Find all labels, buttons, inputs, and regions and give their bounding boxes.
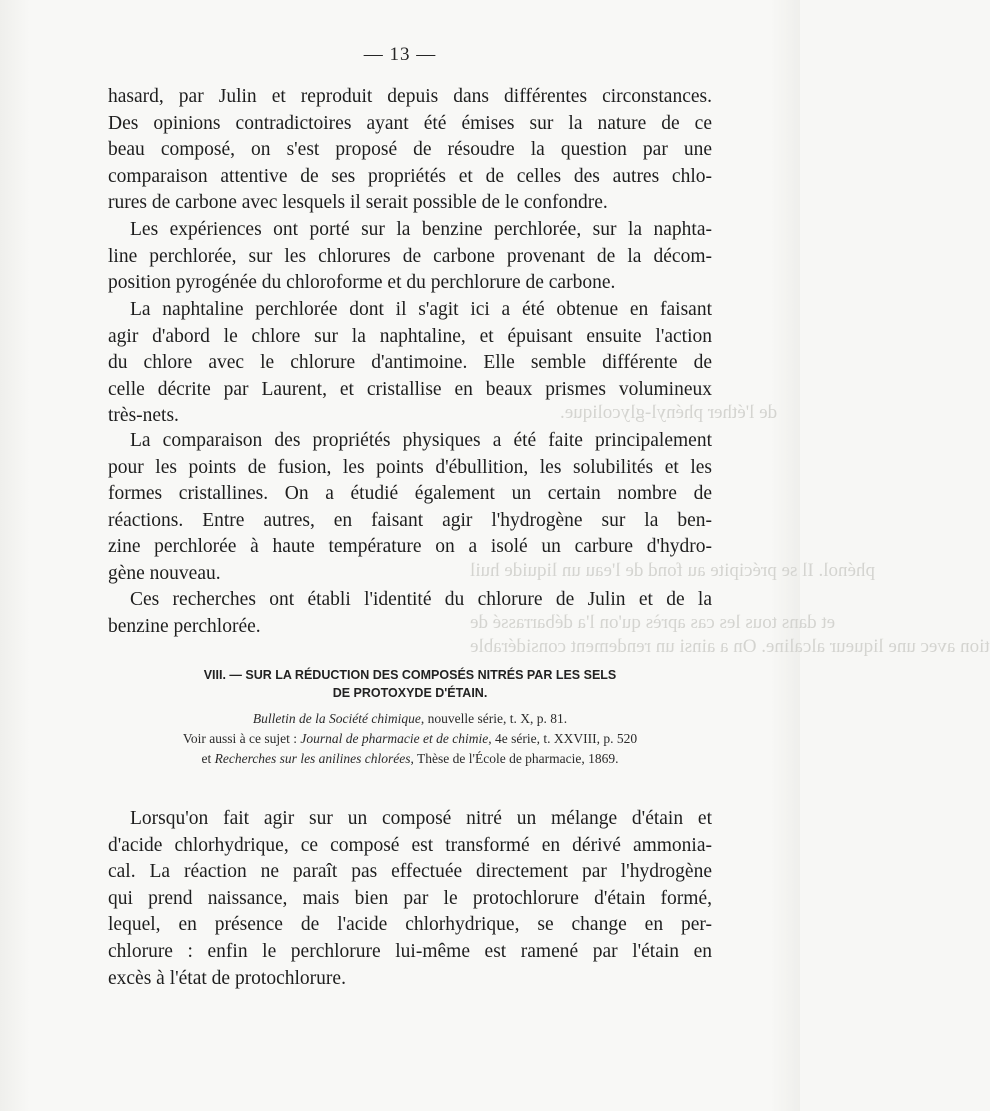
text-line: réactions. Entre autres, en faisant agir l'hydrogène sur la ben- <box>108 509 712 531</box>
paragraph-comparaison <box>108 428 712 588</box>
thesis-details: , Thèse de l'École de pharmacie, 1869. <box>410 751 619 766</box>
text-line: lequel, en présence de l'acide chlorhydrique, se change en per- <box>108 914 712 936</box>
text-line: Lorsqu'on fait agir sur un composé nitré un mélange d'étain et <box>130 808 712 829</box>
text-line: La comparaison des propriétés physiques a été faite principalement <box>130 430 712 451</box>
paragraph-reduction <box>108 806 712 992</box>
text-line: rures de carbone avec lesquels il serait possible de le confondre. <box>108 192 608 214</box>
citation-thesis <box>108 749 712 769</box>
paragraph-continuation <box>108 84 712 217</box>
text-line: hasard, par Julin et reproduit depuis dans différentes circonstances. <box>108 86 712 107</box>
text-line: gène nouveau. <box>108 562 221 584</box>
citation-block <box>108 709 712 769</box>
text-line: très-nets. <box>108 405 179 427</box>
text-line: position pyrogénée du chloroforme et du perchlorure de carbone. <box>108 272 616 294</box>
see-also-prefix: Voir aussi à ce sujet : <box>182 731 301 746</box>
text-line: Des opinions contradictoires ayant été émises sur la nature de ce <box>108 112 712 134</box>
paragraph-naphtaline <box>108 297 712 430</box>
thesis-prefix: et <box>201 751 215 766</box>
text-line: qui prend naissance, mais bien par le protochlorure d'étain formé, <box>108 887 712 909</box>
show-through-text: et dans tous les cas après qu'on l'a débarrassé de <box>470 612 836 633</box>
text-line: Ces recherches ont établi l'identité du chlorure de Julin et de la <box>130 589 712 610</box>
citation-bulletin <box>108 709 712 729</box>
citation-see-also <box>108 729 712 749</box>
see-also-journal: Journal de pharmacie et de chimie <box>300 731 489 746</box>
section-heading-line: VIII. — SUR LA RÉDUCTION DES COMPOSÉS NITRÉS PAR LES SELS <box>203 668 617 682</box>
text-line: line perchlorée, sur les chlorures de carbone provenant de la décom- <box>108 245 712 267</box>
show-through-text: de l'éther phényl-glycolique. <box>560 402 778 423</box>
text-line: pour les points de fusion, les points d'ébullition, les solubilités et les <box>108 456 712 478</box>
text-line: celle décrite par Laurent, et cristallise en beaux prismes volumineux <box>108 378 712 400</box>
citation-details: , nouvelle série, t. X, p. 81. <box>420 711 568 726</box>
text-line: cal. La réaction ne paraît pas effectuée directement par l'hydrogène <box>108 861 712 883</box>
section-heading-line: DE PROTOXYDE D'ÉTAIN. <box>332 686 488 700</box>
text-line: excès à l'état de protochlorure. <box>108 967 346 989</box>
text-line: du chlore avec le chlorure d'antimoine. Elle semble différente de <box>108 352 712 374</box>
paragraph-conclusion <box>108 587 712 640</box>
text-line: benzine perchlorée. <box>108 615 261 637</box>
text-line: agir d'abord le chlore sur la naphtaline, et épuisant ensuite l'action <box>108 325 712 347</box>
show-through-text: phénol. Il se précipite au fond de l'eau un liquide huil <box>470 560 875 581</box>
see-also-details: , 4e série, t. XXVIII, p. 520 <box>488 731 638 746</box>
page-number: — 13 — <box>363 44 437 65</box>
section-heading <box>108 666 712 702</box>
citation-journal: Bulletin de la Société chimique <box>252 711 421 726</box>
text-line: zine perchlorée à haute température on a isolé un carbure d'hydro- <box>108 536 712 558</box>
thesis-title: Recherches sur les anilines chlorées <box>214 751 411 766</box>
paragraph-experiences <box>108 217 712 297</box>
text-line: La naphtaline perchlorée dont il s'agit ici a été obtenue en faisant <box>130 299 712 320</box>
text-line: d'acide chlorhydrique, ce composé est transformé en dérivé ammonia- <box>108 834 712 856</box>
text-line: beau composé, on s'est proposé de résoudre la question par une <box>108 139 712 161</box>
show-through-text: tion avec une liqueur alcaline. On a ainsi un rendement considérable <box>470 636 990 657</box>
text-line: formes cristallines. On a étudié également un certain nombre de <box>108 483 712 505</box>
text-line: Les expériences ont porté sur la benzine perchlorée, sur la naphta- <box>130 219 712 240</box>
text-line: comparaison attentive de ses propriétés et de celles des autres chlo- <box>108 165 712 187</box>
text-line: chlorure : enfin le perchlorure lui-même est ramené par l'étain en <box>108 940 712 962</box>
